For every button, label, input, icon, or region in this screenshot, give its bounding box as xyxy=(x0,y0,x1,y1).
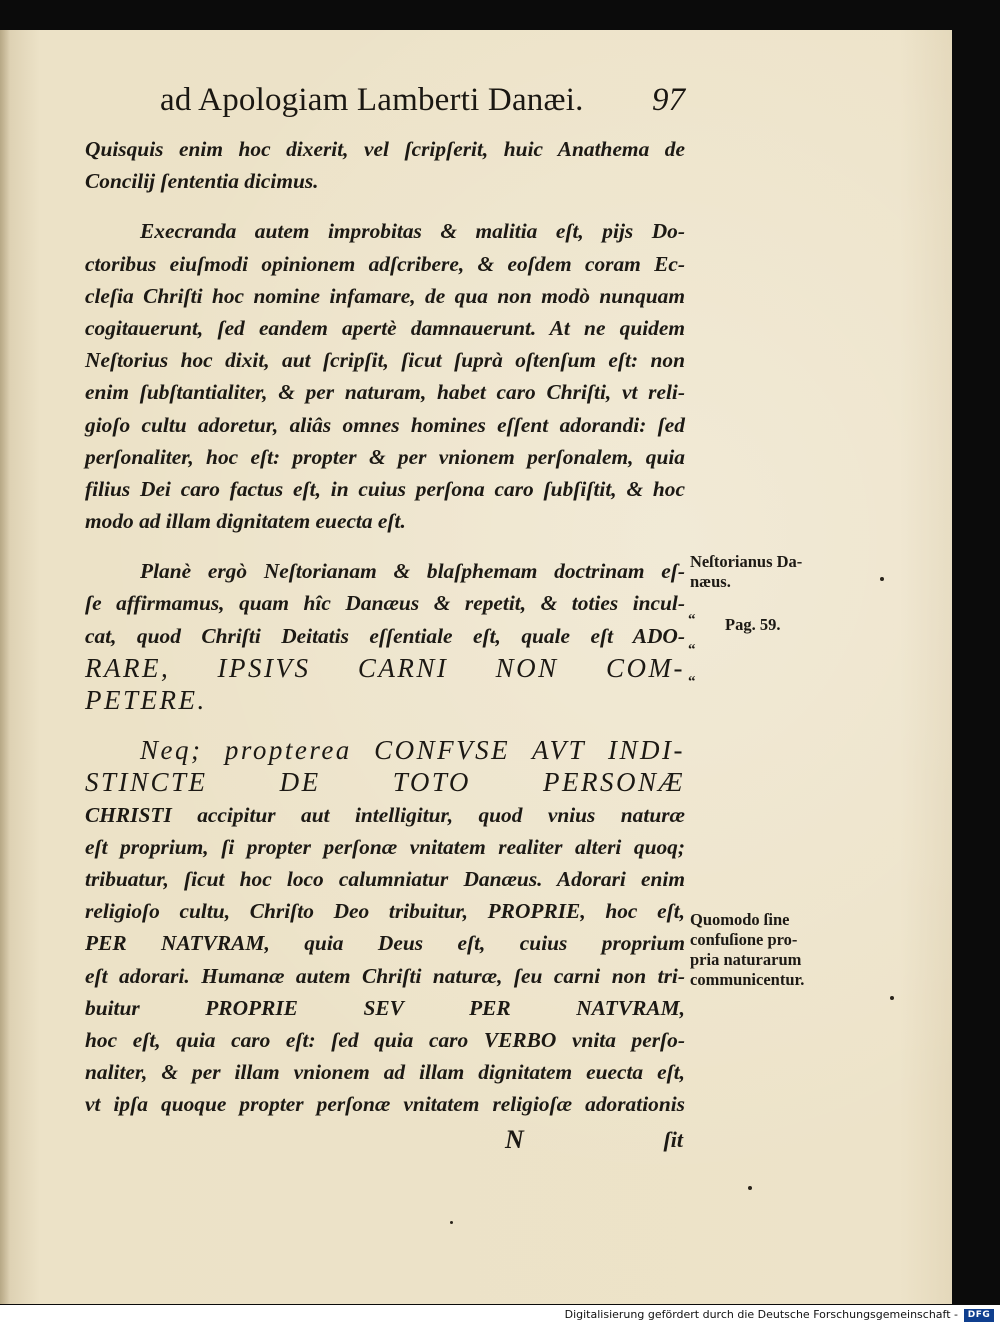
margin-note-quomodo xyxy=(690,910,850,990)
text-line: eſt adorari. Humanæ autem Chriſti naturæ, ſeu carni non tri- xyxy=(85,963,685,988)
text-line: cleſia Chriſti hoc nomine infamare, de qua non modò nunquam xyxy=(85,283,685,308)
text-line: Planè ergò Neſtorianam & blaſphemam doctrinam eſ- xyxy=(140,559,685,584)
text-line: PER NATVRAM, quia Deus eſt, cuius proprium xyxy=(85,931,685,956)
margin-note-line: Quomodo ſine xyxy=(690,910,790,929)
text-line: religioſo cultu, Chriſto Deo tribuitur, PROPRIE, hoc eſt, xyxy=(85,899,685,924)
text-line: Concilij ſententia dicimus. xyxy=(85,169,319,194)
running-head-title: ad Apologiam Lamberti Danæi. xyxy=(160,82,584,118)
text-line: filius Dei caro factus eſt, in cuius perſona caro ſubſiſtit, & hoc xyxy=(85,476,685,501)
page-gutter-shadow xyxy=(0,30,10,1304)
margin-note-page-ref: Pag. 59. xyxy=(725,615,781,634)
dfg-logo: DFG xyxy=(964,1309,994,1322)
text-line: Neſtorius hoc dixit, aut ſcripſit, ſicut ſuprà oſtenſum eſt: non xyxy=(85,348,685,373)
main-text-block xyxy=(85,133,685,1156)
text-line: Quisquis enim hoc dixerit, vel ſcripſerit, huic Anathema de xyxy=(85,137,685,161)
text-line: enim ſubſtantialiter, & per naturam, habet caro Chriſti, vt reli- xyxy=(85,380,685,405)
text-line: ſe affirmamus, quam hîc Danæus & repetit, & toties incul- xyxy=(85,591,685,616)
text-line-capitals: PETERE. xyxy=(85,685,207,715)
text-line: vt ipſa quoque propter perſonæ vnitatem religioſæ adorationis xyxy=(85,1092,685,1117)
ink-speck xyxy=(748,1186,752,1190)
text-line: perſonaliter, hoc eſt: propter & per vnionem perſonalem, quia xyxy=(85,444,685,469)
text-line-capitals: Neq; propterea CONFVSE AVT INDI- xyxy=(140,735,685,766)
text-line: buitur PROPRIE SEV PER NATVRAM, xyxy=(85,995,685,1020)
text-line: ctoribus eiuſmodi opinionem adſcribere, & eoſdem coram Ec- xyxy=(85,251,685,276)
text-line: cogitauerunt, ſed eandem apertè damnauerunt. At ne quidem xyxy=(85,315,685,340)
text-line-capitals: RARE, IPSIVS CARNI NON COM- xyxy=(85,652,685,683)
page-number: 97 xyxy=(652,82,685,118)
text-line: CHRISTI accipitur aut intelligitur, quod vnius naturæ xyxy=(85,802,685,827)
ink-speck xyxy=(880,577,884,581)
running-head xyxy=(160,82,685,126)
text-line: eſt proprium, ſi propter perſonæ vnitatem realiter alteri quoq; xyxy=(85,834,685,859)
quotation-mark: “ xyxy=(688,674,696,690)
text-line-capitals: STINCTE DE TOTO PERSONÆ xyxy=(85,767,685,798)
text-line: gioſo cultu adoretur, aliâs omnes homines eſſent adorandi: ſed xyxy=(85,412,685,437)
text-line: modo ad illam dignitatem euecta eſt. xyxy=(85,509,406,534)
ink-speck xyxy=(890,996,894,1000)
text-line: Execranda autem improbitas & malitia eſt, pijs Do- xyxy=(140,219,685,244)
catchword-line xyxy=(85,1120,685,1156)
text-line: hoc eſt, quia caro eſt: ſed quia caro VERBO vnita perſo- xyxy=(85,1027,685,1052)
funding-notice: Digitalisierung gefördert durch die Deutsche Forschungsgemeinschaft - xyxy=(564,1308,958,1321)
margin-note-line: pria naturarum xyxy=(690,950,802,969)
catchword: ſit xyxy=(663,1127,683,1153)
margin-note-line: communicentur. xyxy=(690,970,805,989)
text-line: cat, quod Chriſti Deitatis eſſentiale eſt, quale eſt ADO- xyxy=(85,623,685,648)
signature-mark: N xyxy=(505,1125,524,1155)
quotation-mark: “ xyxy=(688,612,696,628)
quotation-mark: “ xyxy=(688,642,696,658)
text-line: tribuatur, ſicut hoc loco calumniatur Danæus. Adorari enim xyxy=(85,866,685,891)
footer-bar xyxy=(0,1305,1000,1325)
margin-note-line: næus. xyxy=(690,572,731,591)
text-line: naliter, & per illam vnionem ad illam dignitatem euecta eſt, xyxy=(85,1060,685,1085)
margin-note-nestorianus xyxy=(690,552,802,592)
margin-note-line: Neſtorianus Da- xyxy=(690,552,803,571)
margin-note-line: confuſione pro- xyxy=(690,930,798,949)
ink-speck xyxy=(450,1221,453,1224)
